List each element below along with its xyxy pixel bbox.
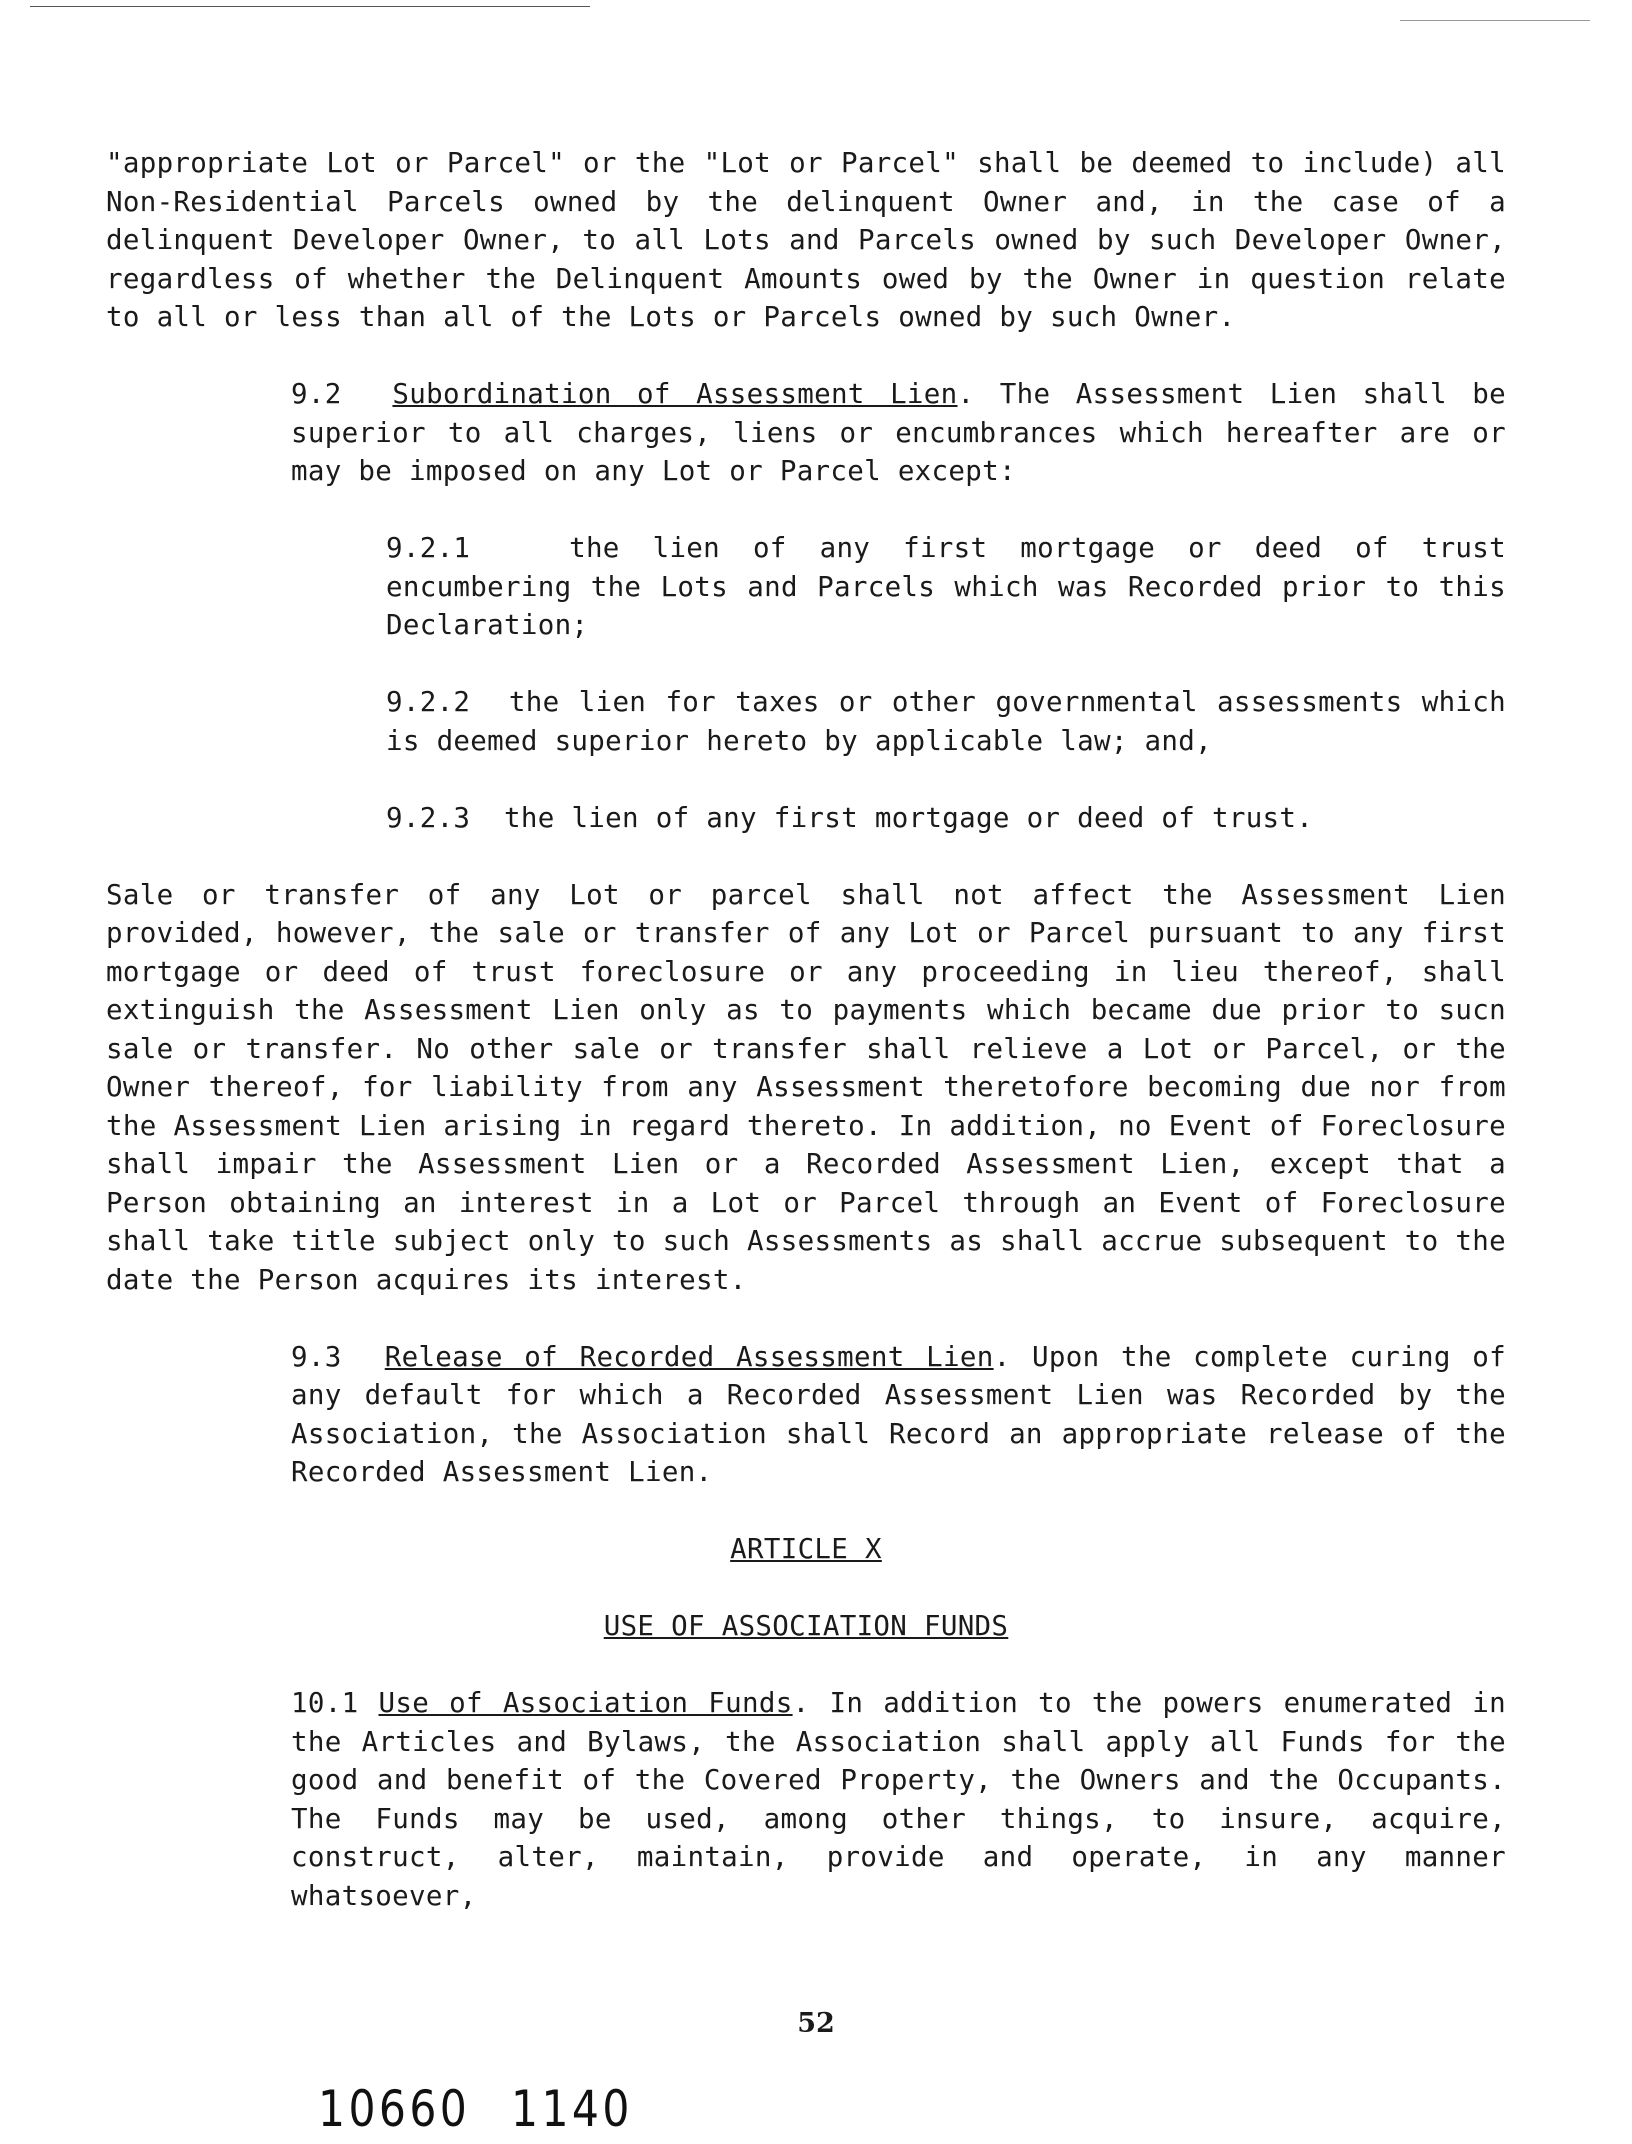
section-9-2-1-text: the lien of any first mortgage or deed of trust encumbering the Lots and Parcels which was Recorded prior to this Declaration;: [386, 532, 1506, 641]
section-9-2-3: [106, 799, 1506, 838]
section-10-1-heading: Use of Association Funds: [378, 1687, 793, 1719]
document-body: [106, 144, 1506, 1915]
section-10-1-text: . In addition to the powers enumerated in the Articles and Bylaws, the Association shall apply all Funds for the good and benefit of the Covered Property, the Owners and the Occupants. The Funds may be used, among other things, to insure, acquire, construct, alter, maintain, provide and operate, in any manner whatsoever,: [291, 1687, 1506, 1912]
paragraph-sale-or-transfer: Sale or transfer of any Lot or parcel shall not affect the Assessment Lien provided, however, the sale or transfer of any Lot or Parcel pursuant to any first mortgage or deed of trust foreclosure or any proceeding in lieu thereof, shall extinguish the Assessment Lien only as to payments which became due prior to sucn sale or transfer. No other sale or transfer shall relieve a Lot or Parcel, or the Owner thereof, for liability from any Assessment theretofore becoming due nor from the Assessment Lien arising in regard thereto. In addition, no Event of Foreclosure shall impair the Assessment Lien or a Recorded Assessment Lien, except that a Person obtaining an interest in a Lot or Parcel through an Event of Foreclosure shall take title subject only to such Assessments as shall accrue subsequent to the date the Person acquires its interest.: [106, 878, 1506, 1296]
section-9-2: [106, 375, 1506, 491]
stamp-page-number: 1140: [511, 2080, 633, 2138]
article-subtitle-text: USE OF ASSOCIATION FUNDS: [603, 1610, 1009, 1642]
page-number: 52: [797, 2008, 835, 2039]
scan-artifact-top-right: [1400, 20, 1590, 21]
section-9-3: [106, 1338, 1506, 1492]
article-title: [106, 1530, 1506, 1569]
article-subtitle: [106, 1607, 1506, 1646]
section-9-2-2-number: 9.2.2: [386, 686, 471, 718]
stamp-book-number: 10660: [318, 2080, 471, 2138]
section-9-2-1: [106, 529, 1506, 645]
section-9-2-2-text: the lien for taxes or other governmental assessments which is deemed superior hereto by applicable law; and,: [386, 686, 1506, 757]
section-9-2-3-text: the lien of any first mortgage or deed of trust.: [504, 801, 1314, 834]
section-9-3-heading: Release of Recorded Assessment Lien: [384, 1340, 994, 1373]
section-9-2-number: 9.2: [291, 378, 342, 410]
section-9-2-1-number: 9.2.1: [386, 532, 471, 564]
section-9-2-2: [106, 683, 1506, 760]
scan-artifact-top-left: [30, 6, 590, 7]
section-9-3-number: 9.3: [291, 1340, 342, 1373]
section-9-3-text: . Upon the complete curing of any default for which a Recorded Assessment Lien was Recorded by the Association, the Association shall Record an appropriate release of the Recorded Assessment Lien.: [291, 1340, 1506, 1488]
section-10-1: [106, 1684, 1506, 1915]
article-title-text: ARTICLE X: [730, 1533, 882, 1565]
section-10-1-number: 10.1: [291, 1687, 359, 1719]
recording-stamp: [318, 2080, 633, 2138]
section-9-2-text: . The Assessment Lien shall be superior to all charges, liens or encumbrances which hereafter are or may be imposed on any Lot or Parcel except:: [291, 378, 1507, 487]
section-9-2-heading: Subordination of Assessment Lien: [392, 378, 958, 410]
paragraph-intro: "appropriate Lot or Parcel" or the "Lot or Parcel" shall be deemed to include) all Non-Residential Parcels owned by the delinquent Owner and, in the case of a delinquent Developer Owner, to all Lots and Parcels owned by such Developer Owner, regardless of whether the Delinquent Amounts owed by the Owner in question relate to all or less than all of the Lots or Parcels owned by such Owner.: [106, 147, 1506, 333]
section-9-2-3-number: 9.2.3: [386, 801, 471, 834]
